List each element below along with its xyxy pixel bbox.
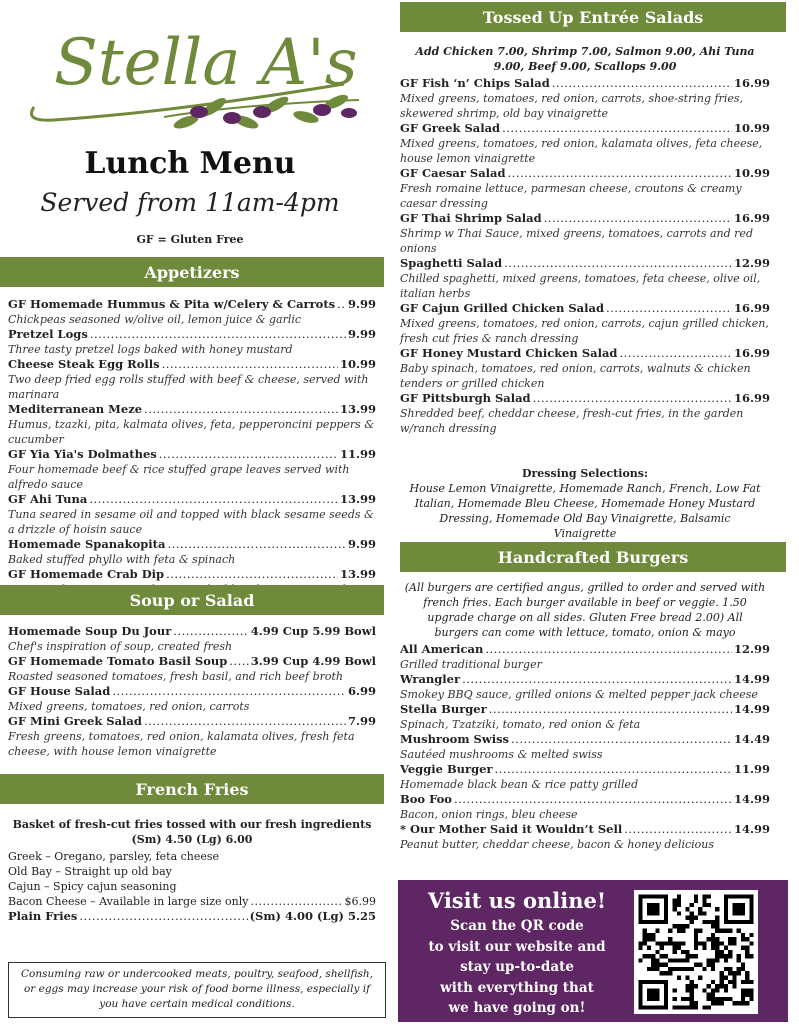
- item-desc: Mixed greens, tomatoes, red onion, carrots: [8, 700, 250, 713]
- item-name: GF House Salad: [8, 684, 111, 698]
- item-desc: Chilled spaghetti, mixed greens, tomatoes, feta cheese, olive oil, italian herbs: [400, 272, 761, 300]
- item-desc: Mixed greens, tomatoes, red onion, carrots, cajun grilled chicken, fresh cut fries & ranch dressing: [400, 317, 769, 345]
- item-price: 13.99: [339, 492, 376, 506]
- fries-section: [8, 817, 376, 924]
- item-name: GF Ahi Tuna: [8, 492, 88, 506]
- plain-fries-price: (Sm) 4.00 (Lg) 5.25: [249, 909, 376, 923]
- promo-text: [414, 916, 620, 1019]
- soup-salad-heading: Soup or Salad: [0, 585, 384, 615]
- item-name: Spaghetti Salad: [400, 256, 503, 270]
- item-desc: Shrimp w Thai Sauce, mixed greens, tomatoes, carrots and red onions: [400, 227, 753, 255]
- promo-box: [398, 880, 788, 1022]
- menu-item: [400, 762, 770, 792]
- menu-item: [400, 211, 770, 256]
- menu-item: [400, 792, 770, 822]
- item-desc: Baked stuffed phyllo with feta & spinach: [8, 553, 236, 566]
- menu-item: [400, 822, 770, 852]
- qr-code-icon[interactable]: [634, 890, 758, 1014]
- dressing-heading: Dressing Selections:: [521, 467, 649, 480]
- promo-line: to visit our website and: [428, 938, 606, 955]
- item-price: 14.49: [733, 732, 770, 746]
- fries-intro: Basket of fresh-cut fries tossed with our fresh ingredients: [12, 818, 372, 831]
- item-price: 16.99: [733, 301, 770, 315]
- fries-option: Cajun – Spicy cajun seasoning: [8, 880, 177, 893]
- burgers-heading: Handcrafted Burgers: [400, 542, 786, 572]
- salads-list: [400, 44, 770, 436]
- item-name: Stella Burger: [400, 702, 487, 716]
- bacon-cheese-fries: Bacon Cheese – Available in large size only: [8, 895, 249, 908]
- item-desc: Grilled traditional burger: [400, 658, 542, 671]
- item-name: Mediterranean Meze: [8, 402, 143, 416]
- menu-item: [8, 624, 376, 654]
- serving-hours: Served from 11am-4pm: [40, 188, 340, 217]
- item-desc: Fresh romaine lettuce, parmesan cheese, croutons & creamy caesar dressing: [400, 182, 742, 210]
- menu-item: [400, 121, 770, 166]
- food-safety-disclaimer: Consuming raw or undercooked meats, poultry, seafood, shellfish, or eggs may increase your risk of food borne illness, especially if you have certain medical conditions.: [8, 962, 386, 1018]
- item-price: 14.99: [733, 702, 770, 716]
- item-desc: Bacon, onion rings, bleu cheese: [400, 808, 578, 821]
- fries-option: Greek – Oregano, parsley, feta cheese: [8, 850, 220, 863]
- menu-item: [8, 447, 376, 492]
- item-name: Homemade Soup Du Jour: [8, 624, 172, 638]
- item-desc: Tuna seared in sesame oil and topped with black sesame seeds & a drizzle of hoisin sauce: [8, 508, 374, 536]
- menu-item: [8, 684, 376, 714]
- item-price: 10.99: [733, 166, 770, 180]
- item-price: 13.99: [339, 402, 376, 416]
- item-price: 3.99 Cup 4.99 Bowl: [250, 654, 376, 668]
- item-desc: Homemade black bean & rice patty grilled: [400, 778, 639, 791]
- fries-base-price: (Sm) 4.50 (Lg) 6.00: [131, 833, 253, 846]
- item-desc: Spinach, Tzatziki, tomato, red onion & feta: [400, 718, 641, 731]
- item-price: 7.99: [347, 714, 376, 728]
- item-price: 11.99: [339, 447, 376, 461]
- item-price: 16.99: [733, 391, 770, 405]
- menu-item: [400, 702, 770, 732]
- menu-item: [8, 327, 376, 357]
- item-name: Pretzel Logs: [8, 327, 88, 341]
- burgers-list: [400, 580, 770, 852]
- item-desc: Roasted seasoned tomatoes, fresh basil, and rich beef broth: [8, 670, 344, 683]
- stella-logo: [14, 12, 384, 144]
- item-name: Cheese Steak Egg Rolls: [8, 357, 160, 371]
- item-name: GF Thai Shrimp Salad: [400, 211, 542, 225]
- fries-option: Old Bay – Straight up old bay: [8, 865, 172, 878]
- promo-line: with everything that: [440, 979, 594, 996]
- item-desc: Mixed greens, tomatoes, red onion, kalamata olives, feta cheese, house lemon vinaigrette: [400, 137, 763, 165]
- item-price: 9.99: [347, 537, 376, 551]
- item-price: 16.99: [733, 76, 770, 90]
- promo-line: Scan the QR code: [450, 918, 584, 934]
- item-name: All American: [400, 642, 484, 656]
- item-price: 10.99: [339, 357, 376, 371]
- item-name: Mushroom Swiss: [400, 732, 510, 746]
- item-desc: Chickpeas seasoned w/olive oil, lemon juice & garlic: [8, 313, 302, 326]
- dressing-list: House Lemon Vinaigrette, Homemade Ranch, French, Low Fat Italian, Homemade Bleu Cheese, Homemade Honey Mustard Dressing, Homemade Old Bay Vinaigrette, Balsamic Vinaigrette: [409, 482, 761, 540]
- bacon-cheese-price: $6.99: [344, 895, 376, 908]
- soup-salad-list: [8, 624, 376, 759]
- menu-item: [400, 166, 770, 211]
- item-desc: Fresh greens, tomatoes, red onion, kalamata olives, fresh feta cheese, with house lemon vinaigrette: [8, 730, 355, 758]
- salad-addons: Add Chicken 7.00, Shrimp 7.00, Salmon 9.00, Ahi Tuna 9.00, Beef 9.00, Scallops 9.00: [415, 45, 755, 73]
- fries-heading: French Fries: [0, 774, 384, 804]
- item-price: 4.99 Cup 5.99 Bowl: [250, 624, 376, 638]
- gf-note: GF = Gluten Free: [136, 233, 244, 246]
- item-price: 16.99: [733, 211, 770, 225]
- item-name: GF Homemade Hummus & Pita w/Celery & Carrots: [8, 297, 336, 311]
- item-name: * Our Mother Said it Wouldn’t Sell: [400, 822, 623, 836]
- item-desc: Four homemade beef & rice stuffed grape leaves served with alfredo sauce: [8, 463, 350, 491]
- appetizers-heading: Appetizers: [0, 257, 384, 287]
- item-price: 14.99: [733, 822, 770, 836]
- salads-heading: Tossed Up Entrée Salads: [400, 2, 786, 32]
- item-price: 13.99: [339, 567, 376, 581]
- menu-item: [400, 76, 770, 121]
- logo-text: Stella A's: [54, 26, 358, 100]
- promo-line: we have going on!: [448, 1000, 586, 1016]
- item-name: GF Greek Salad: [400, 121, 501, 135]
- item-desc: Chef's inspiration of soup, created fresh: [8, 640, 233, 653]
- item-desc: Two deep fried egg rolls stuffed with beef & cheese, served with marinara: [8, 373, 369, 401]
- item-desc: Shredded beef, cheddar cheese, fresh-cut fries, in the garden w/ranch dressing: [400, 407, 744, 435]
- menu-item: [8, 297, 376, 327]
- qr-code-graphic: [634, 890, 758, 1014]
- item-name: GF Fish ‘n’ Chips Salad: [400, 76, 550, 90]
- item-price: 12.99: [733, 642, 770, 656]
- menu-item: [400, 672, 770, 702]
- item-price: 9.99: [347, 327, 376, 341]
- item-price: 16.99: [733, 346, 770, 360]
- item-name: Veggie Burger: [400, 762, 493, 776]
- menu-item: [400, 346, 770, 391]
- item-name: Homemade Spanakopita: [8, 537, 166, 551]
- item-price: 14.99: [733, 672, 770, 686]
- item-price: 11.99: [733, 762, 770, 776]
- appetizers-list: [8, 297, 376, 612]
- item-desc: Baby spinach, tomatoes, red onion, carrots, walnuts & chicken tenders or grilled chicken: [400, 362, 751, 390]
- item-desc: Three tasty pretzel logs baked with honey mustard: [8, 343, 293, 356]
- menu-item: [8, 537, 376, 567]
- item-desc: Peanut butter, cheddar cheese, bacon & honey delicious: [400, 838, 715, 851]
- item-price: 9.99: [347, 297, 376, 311]
- menu-item: [8, 492, 376, 537]
- burger-intro: (All burgers are certified angus, grilled to order and served with french fries. Each burger available in beef or veggie. 1.50 upgrade charge on all sides. Gluten Free bread 2.00) All burgers can come with lettuce, tomato, onion & mayo: [404, 581, 766, 639]
- plain-fries: Plain Fries: [8, 909, 78, 923]
- item-name: Boo Foo: [400, 792, 452, 806]
- menu-item: [8, 714, 376, 759]
- item-name: GF Pittsburgh Salad: [400, 391, 531, 405]
- item-desc: Mixed greens, tomatoes, red onion, carrots, shoe-string fries, skewered shrimp, old bay vinaigrette: [400, 92, 743, 120]
- item-desc: Smokey BBQ sauce, grilled onions & melted pepper jack cheese: [400, 688, 758, 701]
- menu-item: [400, 642, 770, 672]
- menu-item: [400, 301, 770, 346]
- promo-line: stay up-to-date: [460, 959, 574, 975]
- item-name: GF Honey Mustard Chicken Salad: [400, 346, 618, 360]
- menu-item: [8, 654, 376, 684]
- item-name: GF Homemade Crab Dip: [8, 567, 165, 581]
- item-price: 14.99: [733, 792, 770, 806]
- item-name: GF Homemade Tomato Basil Soup: [8, 654, 228, 668]
- item-price: 6.99: [347, 684, 376, 698]
- item-price: 12.99: [733, 256, 770, 270]
- promo-heading: Visit us online!: [427, 888, 607, 913]
- item-name: Wrangler: [400, 672, 461, 686]
- dressing-section: [400, 466, 770, 541]
- item-desc: Humus, tzazki, pita, kalmata olives, feta, pepperoncini peppers & cucumber: [8, 418, 375, 446]
- page-title: Lunch Menu: [84, 146, 296, 181]
- menu-item: [400, 256, 770, 301]
- item-name: GF Cajun Grilled Chicken Salad: [400, 301, 604, 315]
- item-name: GF Yia Yia's Dolmathes: [8, 447, 157, 461]
- item-name: GF Mini Greek Salad: [8, 714, 142, 728]
- item-name: GF Caesar Salad: [400, 166, 506, 180]
- item-price: 10.99: [733, 121, 770, 135]
- menu-item: [400, 732, 770, 762]
- item-desc: Sautéed mushrooms & melted swiss: [400, 748, 603, 761]
- menu-item: [8, 402, 376, 447]
- menu-item: [8, 357, 376, 402]
- menu-item: [400, 391, 770, 436]
